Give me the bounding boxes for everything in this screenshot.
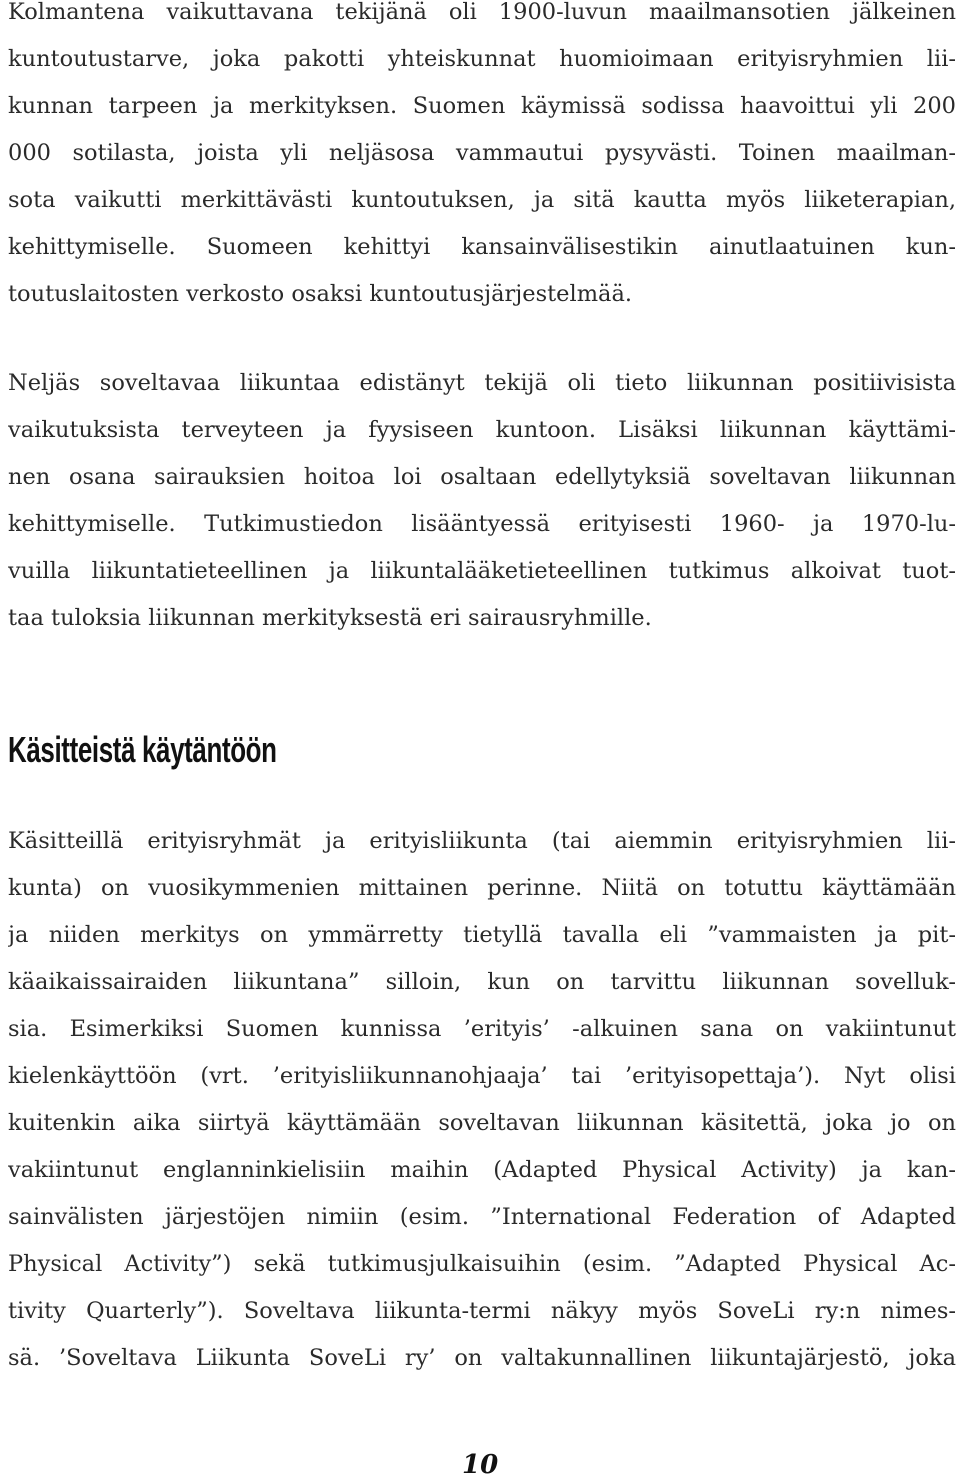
text-line: Physical Activity”) sekä tutkimusjulkaisuihin (esim. ”Adapted Physical Ac-	[8, 1251, 956, 1277]
text-line: Neljäs soveltavaa liikuntaa edistänyt tekijä oli tieto liikunnan positiivisista	[8, 370, 956, 396]
text-line: sainvälisten järjestöjen nimiin (esim. ”International Federation of Adapted	[8, 1204, 956, 1230]
text-line: vakiintunut englanninkielisiin maihin (Adapted Physical Activity) ja kan-	[8, 1157, 956, 1183]
text-line: kielenkäyttöön (vrt. ’erityisliikunnanohjaaja’ tai ’erityisopettaja’). Nyt olisi	[8, 1063, 956, 1089]
page-number: 10	[462, 1450, 499, 1480]
text-line: Käsitteillä erityisryhmät ja erityisliikunta (tai aiemmin erityisryhmien lii-	[8, 828, 956, 854]
section-heading: Käsitteistä käytäntöön	[8, 729, 277, 770]
text-line: nen osana sairauksien hoitoa loi osaltaan edellytyksiä soveltavan liikunnan	[8, 464, 956, 490]
text-line: ja niiden merkitys on ymmärretty tietyllä tavalla eli ”vammaisten ja pit-	[8, 922, 956, 948]
text-line: kunta) on vuosikymmenien mittainen perinne. Niitä on totuttu käyttämään	[8, 875, 956, 901]
text-line: sia. Esimerkiksi Suomen kunnissa ’erityis’ -alkuinen sana on vakiintunut	[8, 1016, 956, 1042]
text-line: sota vaikutti merkittävästi kuntoutuksen, ja sitä kautta myös liiketerapian,	[8, 187, 956, 213]
text-line: vaikutuksista terveyteen ja fyysiseen kuntoon. Lisäksi liikunnan käyttämi-	[8, 417, 956, 443]
text-line: vuilla liikuntatieteellinen ja liikuntalääketieteellinen tutkimus alkoivat tuot-	[8, 558, 956, 584]
text-line: kunnan tarpeen ja merkityksen. Suomen käymissä sodissa haavoittui yli 200	[8, 93, 956, 119]
text-line: Kolmantena vaikuttavana tekijänä oli 1900-luvun maailmansotien jälkeinen	[8, 0, 956, 25]
text-line: kuitenkin aika siirtyä käyttämään soveltavan liikunnan käsitettä, joka jo on	[8, 1110, 956, 1136]
text-line: kehittymiselle. Suomeen kehittyi kansainvälisestikin ainutlaatuinen kun-	[8, 234, 956, 260]
text-line: 000 sotilasta, joista yli neljäsosa vammautui pysyvästi. Toinen maailman-	[8, 140, 956, 166]
text-line: kuntoutustarve, joka pakotti yhteiskunnat huomioimaan erityisryhmien lii-	[8, 46, 956, 72]
text-line: taa tuloksia liikunnan merkityksestä eri sairausryhmille.	[8, 605, 652, 631]
text-line: käaikaissairaiden liikuntana” silloin, kun on tarvittu liikunnan sovelluk-	[8, 969, 956, 995]
text-line: toutuslaitosten verkosto osaksi kuntoutusjärjestelmää.	[8, 281, 633, 307]
text-line: sä. ’Soveltava Liikunta SoveLi ry’ on valtakunnallinen liikuntajärjestö, joka	[8, 1345, 956, 1371]
text-line: kehittymiselle. Tutkimustiedon lisääntyessä erityisesti 1960- ja 1970-lu-	[8, 511, 956, 537]
text-line: tivity Quarterly”). Soveltava liikunta-termi näkyy myös SoveLi ry:n nimes-	[8, 1298, 956, 1324]
